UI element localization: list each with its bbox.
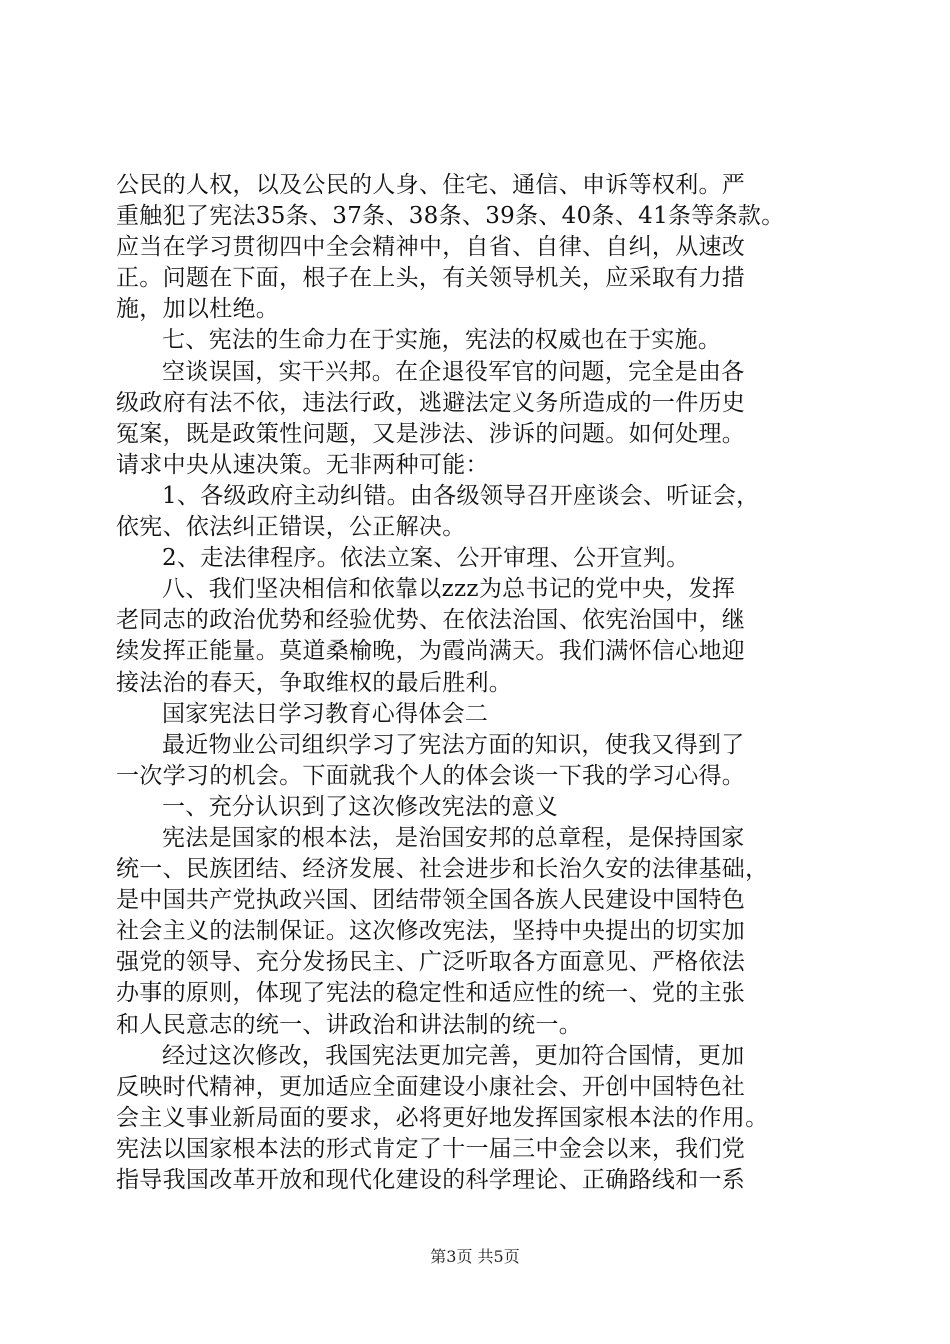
text-line: 宪法以国家根本法的形式肯定了十一届三中金会以来，我们党: [116, 1135, 746, 1162]
text-line: 公民的人权，以及公民的人身、住宅、通信、申诉等权利。严: [116, 172, 746, 198]
text-line: 和人民意志的统一、讲政治和讲法制的统一。: [116, 1011, 582, 1038]
text-line: 重触犯了宪法35条、37条、38条、39条、40条、41条等条款。: [116, 203, 785, 230]
text-line: 七、宪法的生命力在于实施，宪法的权威也在于实施。: [162, 327, 722, 354]
text-line: 请求中央从速决策。无非两种可能：: [116, 451, 489, 478]
text-line: 强党的领导、充分发扬民主、广泛听取各方面意见、严格依法: [116, 949, 746, 976]
text-line: 续发挥正能量。莫道桑榆晚，为霞尚满天。我们满怀信心地迎: [116, 638, 746, 665]
text-line: 施，加以杜绝。: [116, 296, 280, 323]
text-line: 经过这次修改，我国宪法更加完善，更加符合国情，更加: [162, 1042, 745, 1069]
text-line: 宪法是国家的根本法，是治国安邦的总章程，是保持国家: [162, 824, 745, 851]
text-line: 依宪、依法纠正错误，公正解决。: [116, 514, 466, 541]
text-line: 会主义事业新局面的要求，必将更好地发挥国家根本法的作用。: [116, 1104, 769, 1131]
text-line: 社会主义的法制保证。这次修改宪法，坚持中央提出的切实加: [116, 918, 746, 945]
text-line: 指导我国改革开放和现代化建设的科学理论、正确路线和一系: [116, 1167, 746, 1193]
text-line: 2、走法律程序。依法立案、公开审理、公开宣判。: [162, 545, 690, 572]
text-line: 国家宪法日学习教育心得体会二: [162, 700, 489, 727]
text-line: 空谈误国，实干兴邦。在企退役军官的问题，完全是由各: [162, 358, 745, 385]
text-line: 正。问题在下面，根子在上头，有关领导机关，应采取有力措: [116, 265, 746, 292]
text-line: 接法治的春天，争取维权的最后胜利。: [116, 669, 513, 696]
document-body: [116, 170, 836, 1196]
text-line: 1、各级政府主动纠错。由各级领导召开座谈会、听证会，: [162, 482, 760, 509]
text-line: 统一、民族团结、经济发展、社会进步和长治久安的法律基础，: [116, 856, 769, 883]
text-line: 级政府有法不依，违法行政，逃避法定义务所造成的一件历史: [116, 389, 746, 416]
text-line: 冤案，既是政策性问题，又是涉法、涉诉的问题。如何处理。: [116, 420, 746, 447]
page-number-label: 第3页 共5页: [430, 1247, 520, 1266]
text-line: 最近物业公司组织学习了宪法方面的知识，使我又得到了: [162, 731, 745, 758]
text-line: 反映时代精神，更加适应全面建设小康社会、开创中国特色社: [116, 1073, 746, 1100]
text-line: 办事的原则，体现了宪法的稳定性和适应性的统一、党的主张: [116, 980, 746, 1007]
text-line: 是中国共产党执政兴国、团结带领全国各族人民建设中国特色: [116, 887, 746, 914]
page-footer: [0, 1244, 950, 1267]
text-line: 八、我们坚决相信和依靠以zzz为总书记的党中央，发挥: [162, 576, 736, 603]
text-line: 应当在学习贯彻四中全会精神中，自省、自律、自纠，从速改: [116, 234, 746, 261]
text-line: 老同志的政治优势和经验优势、在依法治国、依宪治国中，继: [116, 607, 746, 634]
text-line: 一次学习的机会。下面就我个人的体会谈一下我的学习心得。: [116, 762, 746, 789]
text-line: 一、充分认识到了这次修改宪法的意义: [162, 793, 559, 820]
